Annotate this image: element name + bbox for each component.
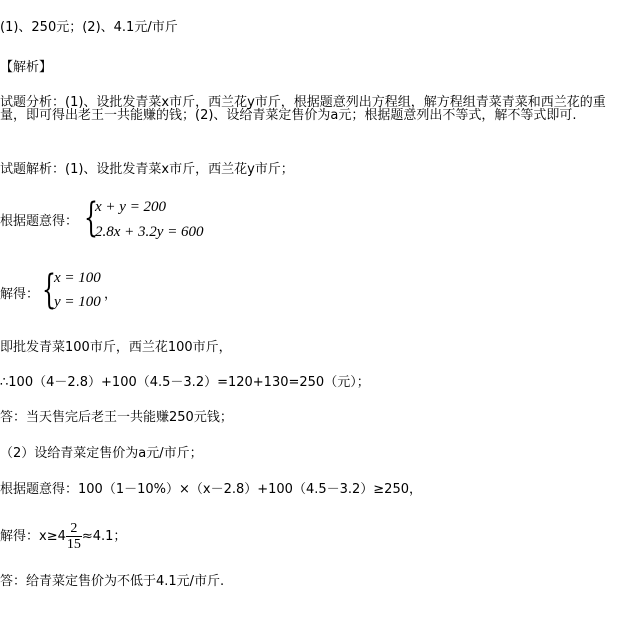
solution-x: x = 100 <box>54 270 101 286</box>
part-2-setup: （2）设给青菜定售价为a元/市斤； <box>0 446 203 461</box>
solution-part-2 <box>0 521 126 552</box>
result-line-1: 即批发青菜100市斤，西兰花100市斤， <box>0 340 232 355</box>
solution-2-approx: ≈4.1； <box>81 529 127 544</box>
equation-brace: { <box>84 195 98 241</box>
equation-label: 根据题意得： <box>0 214 79 229</box>
solution-intro: 试题解析：(1)、设批发青菜x市斤，西兰花y市斤； <box>0 162 294 177</box>
solution-brace: { <box>42 267 56 313</box>
equation-1: x + y = 200 <box>95 199 167 215</box>
solution-2-label: 解得：x≥4 <box>0 529 66 544</box>
answer-line: (1)、250元；(2)、4.1元/市斤 <box>0 20 178 35</box>
solution-y: y = 100 <box>54 294 101 310</box>
inequality-line: 根据题意得：100（1－10%）×（x－2.8）+100（4.5－3.2）≥250， <box>0 482 422 497</box>
fraction-numerator: 2 <box>70 521 78 536</box>
calculation-line: ∴100（4－2.8）+100（4.5－3.2）=120+130=250（元）； <box>0 375 370 390</box>
answer-part-2: 答：给青菜定售价为不低于4.1元/市斤. <box>0 574 225 589</box>
answer-part-1: 答：当天售完后老王一共能赚250元钱； <box>0 410 233 425</box>
section-title: 【解析】 <box>0 60 53 75</box>
solution-comma: ， <box>104 287 118 302</box>
mixed-fraction <box>66 521 82 552</box>
analysis-paragraph: 试题分析：(1)、设批发青菜x市斤，西兰花y市斤，根据题意列出方程组，解方程组青菜青菜和西兰花的重量，即可得出老王一共能赚的钱；(2)、设给青菜定售价为a元；根据题意列出不等式，解不等式即可. <box>0 95 606 123</box>
solution-label: 解得： <box>0 287 40 302</box>
fraction-denominator: 15 <box>66 537 81 552</box>
equation-2: 2.8x + 3.2y = 600 <box>95 224 204 240</box>
